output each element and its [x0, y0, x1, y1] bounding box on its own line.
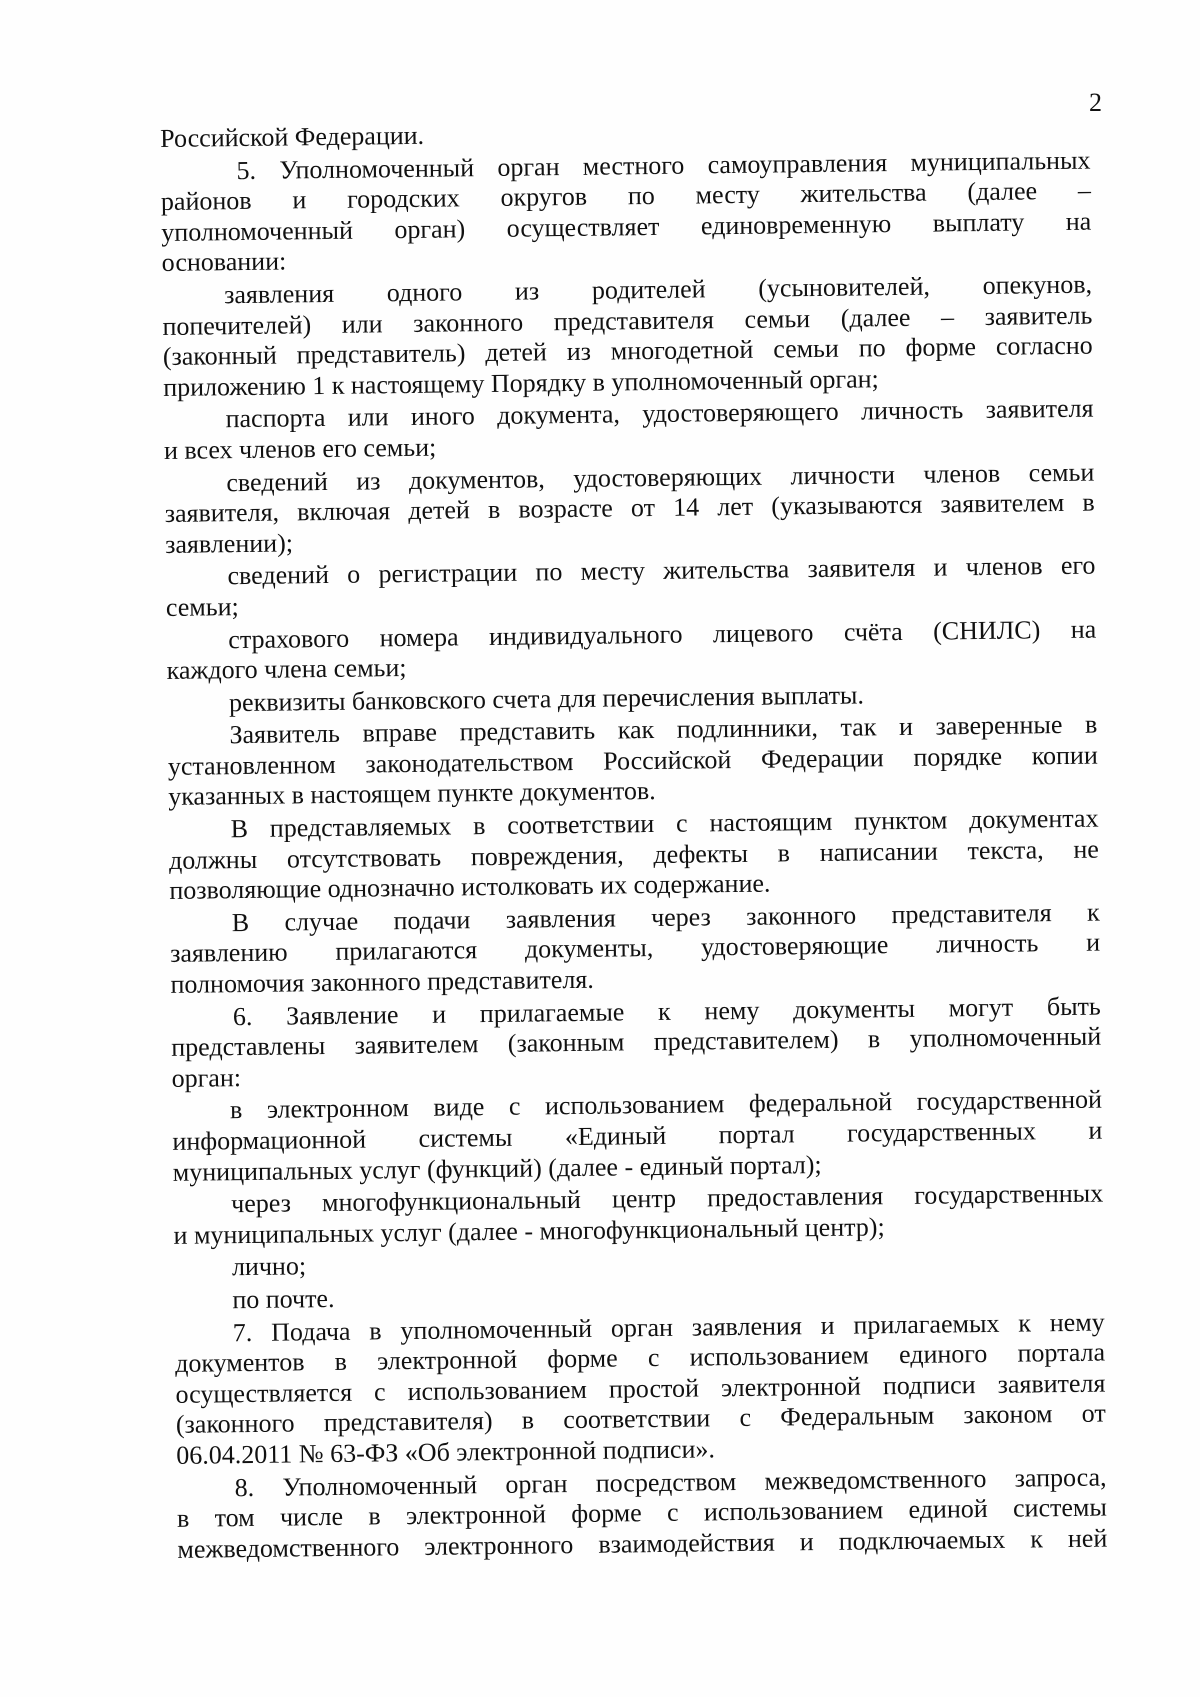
paragraph-application [162, 270, 1093, 404]
word: взаимодействия [598, 1527, 775, 1559]
word: прилагаемых [853, 1308, 1000, 1340]
word: Уполномоченный [282, 1469, 478, 1502]
word: документы [792, 993, 916, 1024]
word: одного [386, 277, 463, 308]
word: 14 [672, 492, 700, 522]
word: с [675, 808, 688, 838]
word: документа, [496, 399, 621, 431]
word: «Единый [564, 1120, 667, 1152]
document-body [160, 113, 1108, 1568]
word: (указываются [771, 489, 923, 521]
word: Заявитель [229, 719, 341, 750]
word: заявителя [807, 553, 916, 584]
word: попечителей) [162, 309, 312, 341]
word: к [1086, 897, 1100, 927]
word: на [1070, 614, 1097, 644]
word: членов [965, 551, 1043, 582]
word: его [1060, 550, 1096, 581]
text-line: позволяющие однозначно истолковать их содержание. [169, 868, 771, 906]
word: соответствии [507, 809, 655, 840]
word: и [820, 1310, 835, 1340]
word: так [840, 712, 877, 743]
word: членов [923, 458, 1001, 489]
word: самоуправления [707, 147, 888, 179]
word: том [214, 1503, 255, 1533]
paragraph-registration [165, 551, 1096, 624]
word: личность [860, 395, 964, 426]
word: текста, [967, 834, 1044, 865]
word: Федеральным [780, 1400, 935, 1432]
word: (законным [507, 1027, 625, 1059]
word: семьи [744, 303, 811, 334]
word: представителя) [323, 1406, 493, 1438]
text-line: основании: [161, 246, 287, 278]
word: включая [297, 496, 391, 527]
word: в [521, 1405, 535, 1436]
word: межведомственного [764, 1463, 987, 1496]
word: использованием [703, 1495, 884, 1527]
word: или [341, 308, 383, 339]
word: по [627, 181, 655, 211]
word: (далее [967, 176, 1038, 207]
word: единовременную [700, 208, 892, 241]
word: Российской [602, 744, 732, 776]
word: с [647, 1343, 660, 1373]
paragraph-passport [163, 394, 1094, 467]
word: – [940, 301, 955, 332]
word: к [657, 996, 671, 1026]
word: районов [160, 186, 252, 217]
word: жительства [663, 554, 790, 586]
word: к [1030, 1524, 1044, 1554]
word: от [630, 493, 656, 523]
text-line: и муниципальных услуг (далее - многофункциональный центр); [173, 1212, 885, 1250]
word: месту [580, 556, 646, 587]
word: должны [168, 844, 258, 875]
word: информационной [172, 1124, 367, 1156]
word: с [508, 1092, 521, 1122]
word: В [230, 814, 249, 844]
word: в [867, 1024, 881, 1054]
word: представителем) [653, 1024, 839, 1057]
word: числе [279, 1501, 344, 1532]
text-line: муниципальных услуг (функций) (далее - единый портал); [172, 1149, 822, 1187]
word: или [347, 402, 389, 433]
word: в [472, 811, 486, 841]
word: заявления [505, 903, 616, 934]
word: быть [1046, 991, 1101, 1021]
text-line: реквизиты банковского счета для перечисления выплаты. [228, 680, 865, 717]
word: из [514, 276, 540, 306]
word: могут [948, 992, 1014, 1023]
word: федеральной [748, 1087, 893, 1119]
word: настоящим [709, 806, 833, 838]
word: В [231, 907, 250, 938]
word: государственных [914, 1178, 1104, 1211]
word: детей [485, 337, 548, 368]
word: заявления [691, 1310, 802, 1342]
word: заявлению [169, 937, 288, 969]
word: заявителя, [164, 497, 280, 529]
page-number: 2 [1089, 88, 1102, 117]
word: (законный [162, 340, 278, 372]
text-line: лично; [231, 1251, 307, 1282]
word: с [739, 1403, 752, 1433]
word: дефекты [653, 838, 749, 869]
word: центр [611, 1183, 677, 1214]
word: ней [1067, 1523, 1108, 1553]
word: в [777, 838, 791, 868]
word: детей [408, 495, 471, 526]
word: представить [459, 716, 596, 747]
word: 5. [236, 155, 257, 185]
word: отсутствовать [286, 842, 442, 874]
word: родителей [591, 274, 706, 305]
word: государственной [916, 1084, 1103, 1117]
word: законного [746, 900, 857, 931]
word: страхового [228, 623, 350, 654]
word: номера [379, 621, 459, 652]
word: к [1018, 1308, 1032, 1338]
word: прилагаются [335, 935, 478, 967]
word: семьи [1028, 457, 1095, 487]
word: как [617, 715, 655, 745]
word: представлены [171, 1031, 326, 1063]
word: из [356, 465, 381, 496]
word: в [368, 1501, 381, 1531]
text-line: по почте. [232, 1283, 335, 1315]
word: орган [505, 1468, 568, 1499]
word: личности [790, 459, 896, 490]
word: (законного [175, 1408, 295, 1440]
paragraph-item-6 [171, 991, 1102, 1094]
word: городских [346, 183, 460, 214]
word: заявителем [940, 488, 1065, 519]
word: округов [500, 181, 588, 213]
text-line: заявлении); [164, 528, 294, 559]
word: документов, [408, 463, 545, 495]
word: (усыновителей, [758, 271, 931, 303]
word: электронной [376, 1344, 518, 1376]
word: по [858, 333, 886, 363]
paragraph-originals [167, 710, 1098, 813]
word: законного [413, 307, 524, 338]
word: законодательством [365, 746, 574, 779]
word: многофункциональный [321, 1185, 582, 1218]
word: в [369, 1315, 382, 1346]
word: 8. [234, 1472, 255, 1502]
word: использованием [407, 1374, 588, 1406]
word: через [231, 1188, 292, 1219]
word: заявитель [984, 300, 1093, 331]
word: подлинники, [676, 713, 819, 745]
word: межведомственного [177, 1531, 400, 1564]
word: по [535, 557, 563, 587]
word: Уполномоченный [279, 152, 475, 185]
word: с [373, 1377, 386, 1407]
word: счёта [843, 616, 903, 647]
word: заявителя [985, 393, 1094, 425]
word: в [1084, 709, 1098, 740]
word: лицевого [712, 617, 814, 648]
word: копии [1031, 740, 1098, 771]
word: муниципальных [910, 145, 1091, 177]
word: электронного [424, 1529, 574, 1561]
paragraph-electronic [172, 1085, 1103, 1188]
word: орган) [394, 214, 466, 244]
word: многодетной [610, 334, 754, 366]
word: электронном [266, 1093, 410, 1125]
word: орган [497, 151, 560, 182]
paragraph-snils [166, 614, 1097, 687]
word: и [1085, 928, 1101, 958]
word: государственных [846, 1116, 1037, 1148]
word: предоставления [707, 1181, 884, 1213]
word: использованием [544, 1089, 725, 1121]
text-line: Российской Федерации. [160, 120, 425, 153]
word: через [650, 902, 712, 932]
word: представителя [891, 898, 1052, 929]
word: использованием [689, 1340, 870, 1372]
word: месту [695, 179, 760, 210]
word: согласно [995, 330, 1093, 361]
word: Подача [270, 1316, 351, 1347]
word: порядке [913, 741, 1003, 772]
word: написании [819, 836, 938, 867]
word: удостоверяющие [700, 930, 889, 962]
word: подачи [393, 905, 471, 936]
paragraph-legal-representative [170, 897, 1101, 1000]
word: системы [1012, 1492, 1108, 1523]
word: и [292, 185, 307, 215]
text-line: указанных в настоящем пункте документов. [168, 776, 656, 812]
word: Заявление [285, 999, 399, 1031]
word: Федерации [760, 743, 884, 774]
word: соответствии [563, 1403, 711, 1435]
word: нему [1049, 1307, 1105, 1337]
word: (СНИЛС) [932, 614, 1041, 646]
word: документов [174, 1347, 305, 1379]
paragraph-identity-info [164, 457, 1095, 560]
word: посредством [595, 1466, 737, 1498]
word: индивидуального [488, 619, 683, 651]
word: представитель) [296, 338, 466, 370]
word: – [1077, 175, 1092, 205]
word: опекунов, [982, 269, 1093, 300]
word: прилагаемые [479, 997, 625, 1028]
paragraph-item-7 [175, 1307, 1107, 1471]
word: с [666, 1497, 679, 1528]
word: лет [717, 491, 754, 522]
word: иного [410, 401, 475, 432]
word: и [431, 999, 447, 1029]
text-line: семьи; [165, 591, 239, 622]
word: портал [718, 1119, 795, 1150]
word: (далее [840, 302, 911, 333]
word: на [1065, 206, 1092, 236]
word: форме [547, 1343, 618, 1374]
word: повреждения, [470, 840, 624, 871]
word: случае [284, 906, 359, 937]
word: подключаемых [838, 1524, 1006, 1556]
word: уполномоченный [161, 215, 354, 247]
word: о [347, 559, 361, 590]
text-line: 06.04.2011 № 63-ФЗ «Об электронной подписи». [176, 1434, 716, 1470]
word: заявителя [997, 1368, 1106, 1399]
word: удостоверяющего [642, 397, 839, 429]
word: удостоверяющих [573, 461, 763, 493]
word: и [898, 712, 914, 742]
word: жительства [800, 177, 927, 209]
word: форме [905, 332, 977, 363]
text-line: приложению 1 к настоящему Порядку в уполномоченный орган; [163, 363, 879, 402]
word: заверенные [935, 710, 1063, 741]
paragraph-no-defects [168, 804, 1099, 907]
word: в [334, 1346, 348, 1377]
word: возрасте [518, 493, 613, 524]
word: паспорта [225, 403, 326, 434]
word: нему [704, 995, 760, 1026]
word: электронной [720, 1371, 862, 1402]
word: уполномоченный [909, 1021, 1102, 1054]
word: представителя [553, 304, 715, 336]
text-line: и всех членов его семьи; [163, 432, 437, 465]
word: в [1082, 487, 1095, 517]
word: документы, [524, 933, 654, 965]
paragraph-mfc [173, 1179, 1104, 1252]
word: подписи [882, 1369, 976, 1401]
word: личность [935, 928, 1039, 960]
word: и [1088, 1115, 1103, 1145]
word: и [933, 552, 948, 582]
word: в [487, 494, 501, 525]
paragraph-item-5 [160, 145, 1091, 279]
word: документах [969, 803, 1099, 835]
word: осуществляется [175, 1377, 353, 1409]
word: в [229, 1095, 243, 1125]
word: портала [1017, 1337, 1106, 1368]
word: осуществляет [506, 211, 660, 243]
word: простой [608, 1373, 700, 1404]
word: от [1081, 1398, 1106, 1429]
paragraph-item-8 [176, 1462, 1107, 1565]
word: выплату [932, 207, 1025, 238]
word: в [176, 1503, 190, 1534]
word: единой [908, 1494, 988, 1525]
word: представляемых [269, 811, 452, 843]
text-line: орган: [171, 1062, 242, 1093]
word: виде [433, 1092, 485, 1123]
text-line: каждого члена семьи; [166, 653, 407, 686]
word: 6. [232, 1001, 253, 1031]
word: запроса, [1014, 1462, 1107, 1493]
word: 7. [232, 1317, 253, 1347]
word: заявления [223, 278, 335, 310]
word: форме [571, 1498, 642, 1529]
word: и [799, 1526, 814, 1557]
word: семьи [773, 333, 840, 364]
word: из [566, 336, 592, 367]
word: сведений [226, 466, 328, 497]
word: заявителем [354, 1029, 479, 1060]
word: местного [582, 150, 685, 181]
word: системы [418, 1122, 513, 1153]
word: пунктом [854, 805, 948, 836]
word: установленном [167, 749, 336, 781]
word: вправе [362, 717, 438, 748]
word: регистрации [378, 557, 518, 589]
word: уполномоченный [400, 1313, 593, 1345]
word: сведений [227, 560, 330, 591]
text-line: полномочия законного представителя. [170, 964, 594, 999]
word: не [1073, 834, 1100, 864]
word: законом [963, 1399, 1053, 1430]
word: орган [610, 1312, 674, 1343]
word: единого [898, 1339, 988, 1370]
word: электронной [405, 1499, 547, 1531]
